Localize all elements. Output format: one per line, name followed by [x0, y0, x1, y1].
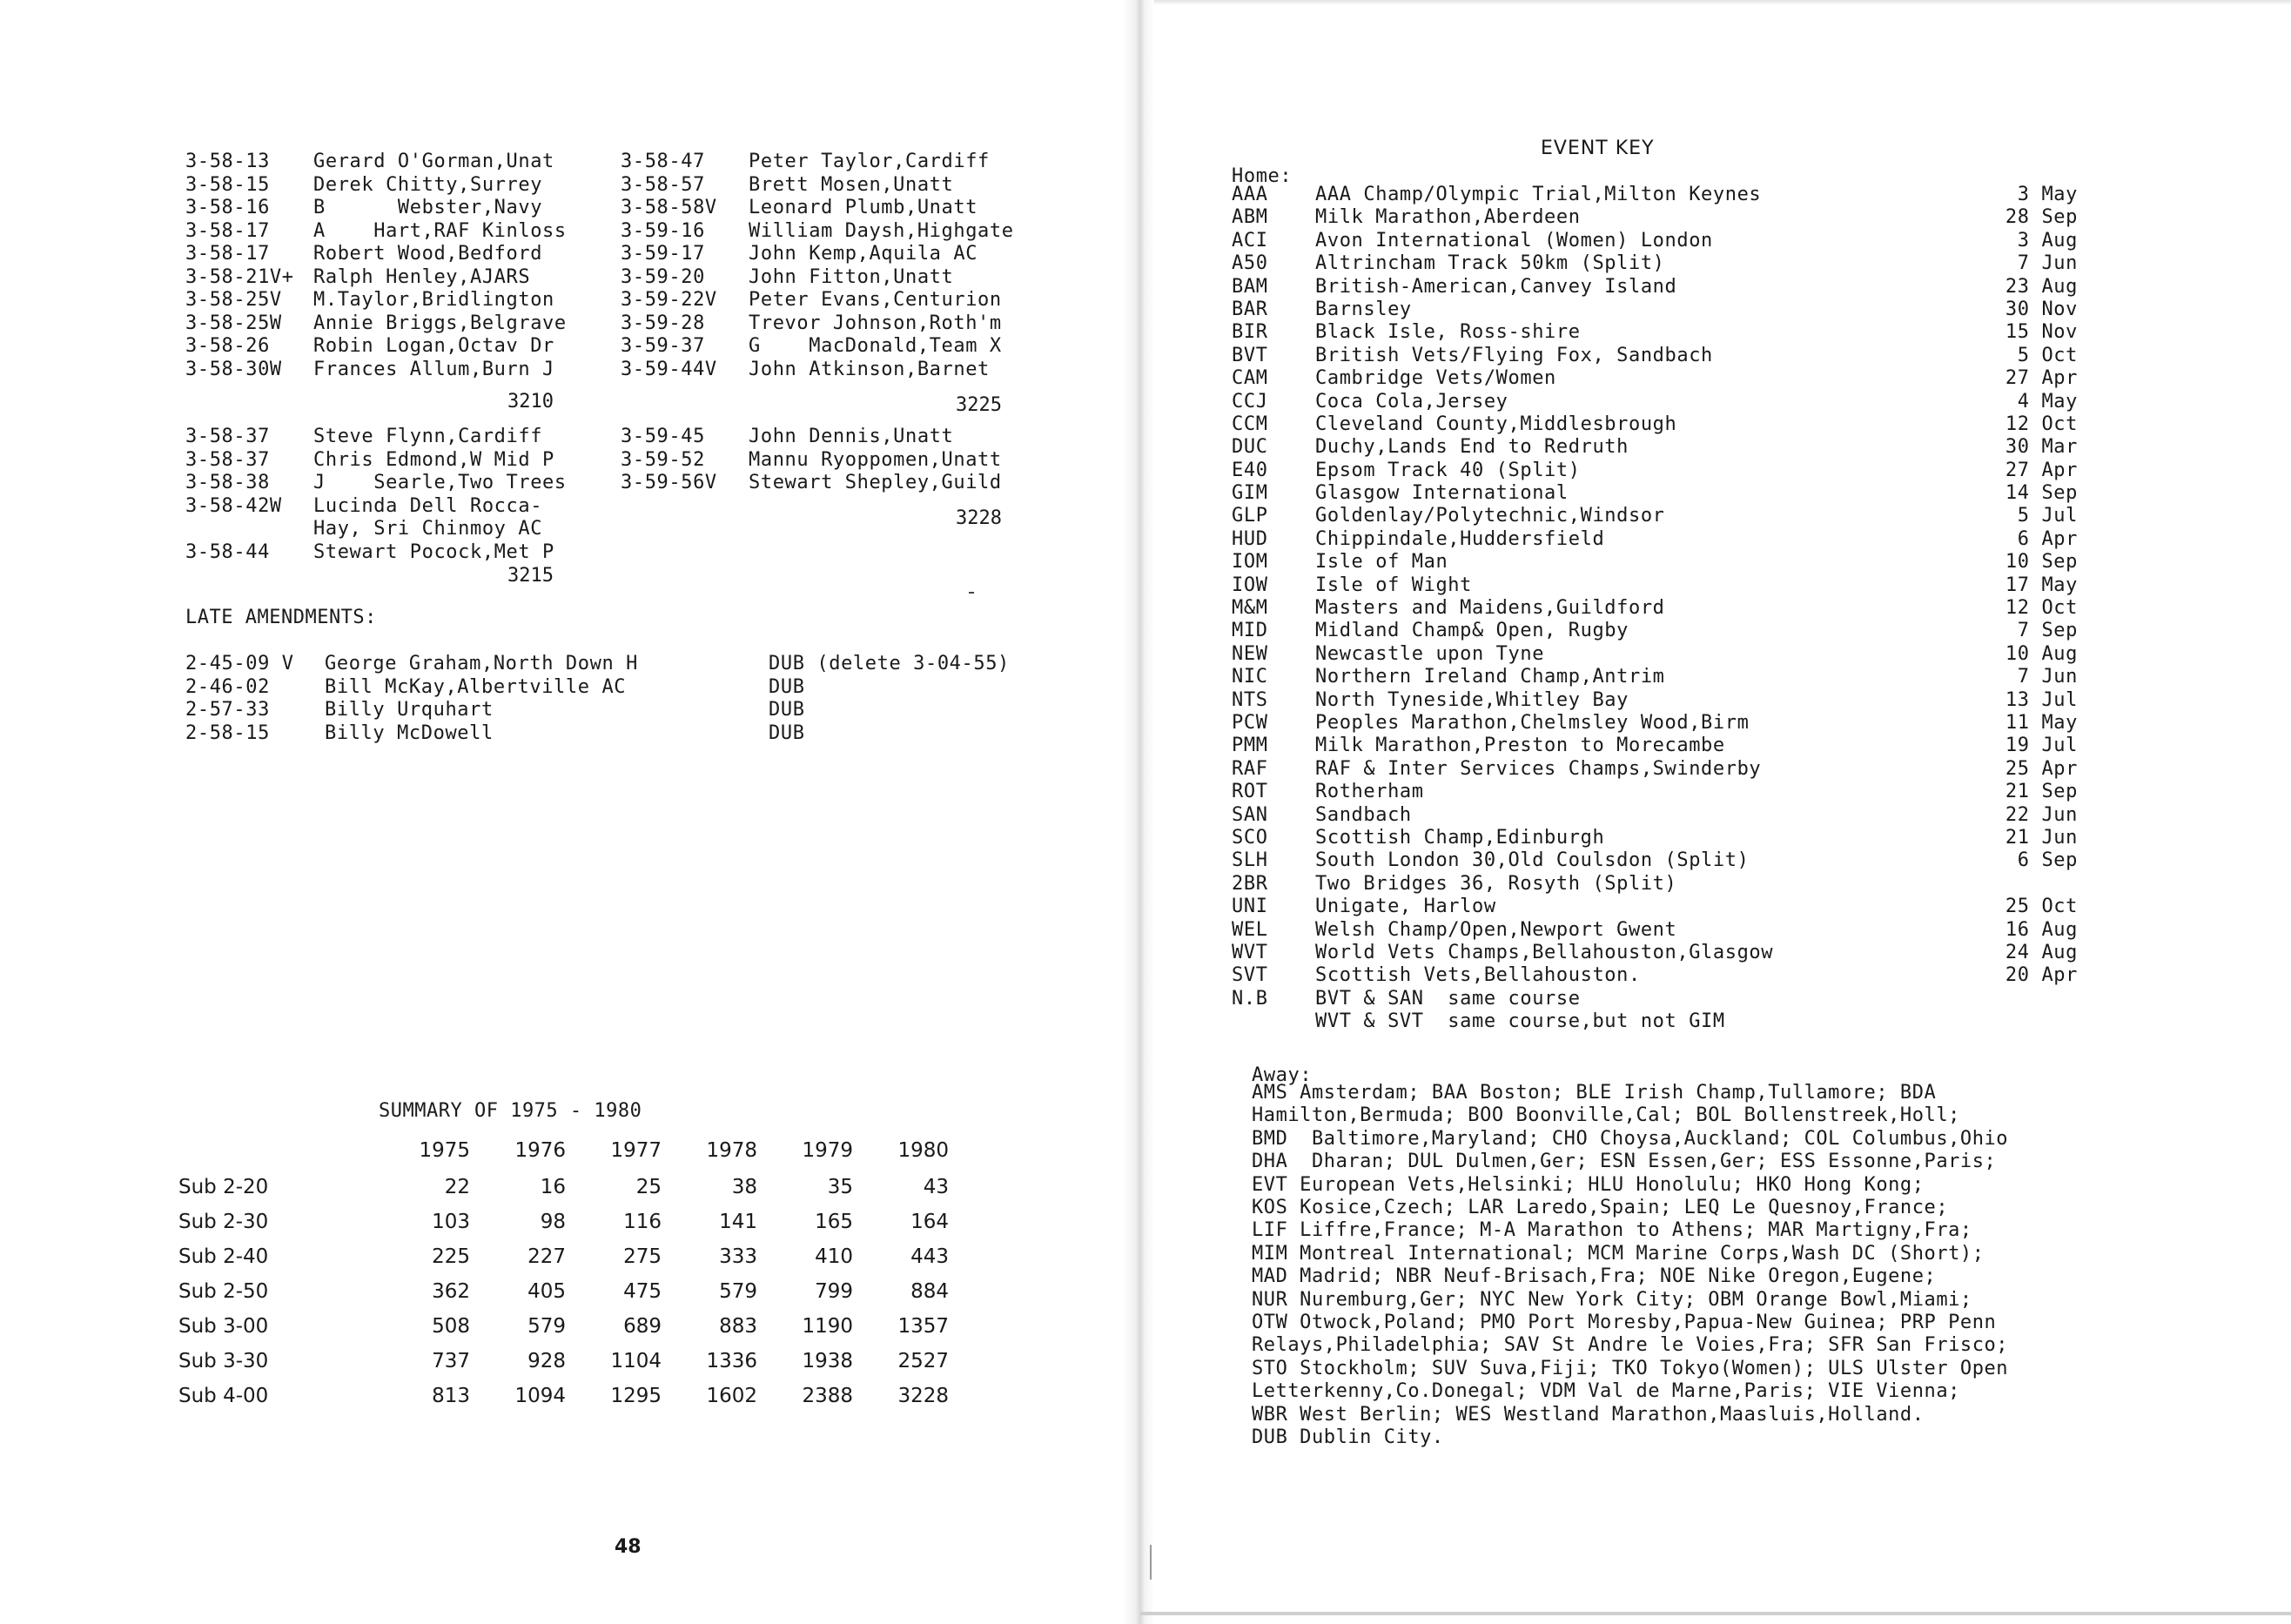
result-name: G MacDonald,Team X — [749, 335, 1002, 357]
summary-cell: 928 — [527, 1350, 566, 1372]
amendment-note: DUB — [769, 699, 805, 721]
result-name: Derek Chitty,Surrey — [313, 173, 543, 196]
result-time: 3-58-25W — [185, 312, 282, 334]
result-time: 3-59-17 — [621, 243, 705, 265]
event-date: 3 Aug — [2017, 229, 2078, 252]
result-time: 3-58-13 — [185, 151, 270, 172]
away-line: Hamilton,Bermuda; BOO Boonville,Cal; BOL Bollenstreek,Holl; — [1252, 1104, 1960, 1127]
result-time: 3-58-37 — [185, 426, 270, 447]
away-line: Relays,Philadelphia; SAV St Andre le Voies,Fra; SFR San Frisco; — [1252, 1334, 2009, 1357]
event-name: Coca Cola,Jersey — [1315, 390, 1508, 413]
result-name: Ralph Henley,AJARS — [313, 265, 531, 288]
summary-year-header: 1976 — [514, 1139, 566, 1162]
event-code: NIC — [1232, 666, 1268, 688]
event-code: IOW — [1232, 574, 1268, 596]
summary-cell: 3228 — [897, 1385, 949, 1407]
summary-cell: 35 — [827, 1176, 853, 1198]
event-name: BVT & SAN same course — [1315, 987, 1581, 1010]
summary-cell: 1094 — [514, 1385, 566, 1407]
home-label: Home: — [1232, 165, 1293, 187]
event-name: Scottish Vets,Bellahouston. — [1315, 964, 1641, 987]
away-line: STO Stockholm; SUV Suva,Fiji; TKO Tokyo(Women); ULS Ulster Open — [1252, 1357, 2009, 1379]
book-gutter — [1123, 0, 1154, 1624]
amendment-time: 2-58-15 — [185, 721, 270, 744]
event-name: Epsom Track 40 (Split) — [1315, 459, 1581, 481]
away-label: Away: — [1252, 1064, 1313, 1086]
event-code: ABM — [1232, 206, 1268, 229]
result-name: Annie Briggs,Belgrave — [313, 312, 567, 334]
event-name: Altrincham Track 50km (Split) — [1315, 252, 1665, 275]
event-date: 21 Jun — [2005, 826, 2078, 849]
summary-row — [178, 1309, 949, 1344]
event-name: Barnsley — [1315, 298, 1412, 320]
event-name: Two Bridges 36, Rosyth (Split) — [1315, 872, 1677, 895]
result-name: John Fitton,Unatt — [749, 265, 954, 288]
away-line: DHA Dharan; DUL Dulmen,Ger; ESN Essen,Ger; ESS Essonne,Paris; — [1252, 1151, 1997, 1173]
away-line: WBR West Berlin; WES Westland Marathon,Maasluis,Holland. — [1252, 1403, 1925, 1426]
event-date: 23 Aug — [2005, 275, 2078, 298]
result-name: Stewart Pocock,Met P — [313, 540, 554, 563]
result-time: 3-58-57 — [621, 173, 705, 196]
result-name: Brett Mosen,Unatt — [749, 173, 954, 196]
summary-cell: 883 — [719, 1315, 757, 1338]
event-code: BAR — [1232, 298, 1268, 320]
away-line: MAD Madrid; NBR Neuf-Brisach,Fra; NOE Nike Oregon,Eugene; — [1252, 1265, 1937, 1288]
event-name: Rotherham — [1315, 781, 1424, 803]
result-name: Peter Taylor,Cardiff — [749, 151, 990, 172]
away-line: LIF Liffre,France; M-A Marathon to Athens; MAR Martigny,Fra; — [1252, 1219, 1972, 1242]
event-code: CCM — [1232, 413, 1268, 435]
amendment-name: Billy McDowell — [325, 721, 494, 744]
summary-row-label: Sub 3-00 — [178, 1315, 269, 1338]
event-name: Black Isle, Ross-shire — [1315, 321, 1581, 344]
result-name: Chris Edmond,W Mid P — [313, 448, 554, 471]
result-name: Peter Evans,Centurion — [749, 289, 1002, 311]
amendment-note: DUB — [769, 675, 805, 698]
event-name: Unigate, Harlow — [1315, 896, 1496, 918]
result-time: 3-58-58V — [621, 197, 717, 218]
event-name: World Vets Champs,Bellahouston,Glasgow — [1315, 941, 1774, 963]
event-date: 7 Jun — [2017, 252, 2078, 275]
event-code: BAM — [1232, 275, 1268, 298]
event-name: British-American,Canvey Island — [1315, 275, 1677, 298]
summary-cell: 141 — [719, 1211, 757, 1233]
summary-cell: 165 — [815, 1211, 853, 1233]
event-date: 5 Jul — [2017, 505, 2078, 527]
event-code: BVT — [1232, 344, 1268, 366]
summary-row — [178, 1205, 949, 1239]
event-code: DUC — [1232, 436, 1268, 459]
event-code: PMM — [1232, 735, 1268, 757]
result-name: Lucinda Dell Rocca- — [313, 494, 543, 517]
result-time: 3-58-42W — [185, 494, 282, 517]
summary-cell: 508 — [432, 1315, 470, 1338]
event-name: Cleveland County,Middlesbrough — [1315, 413, 1677, 435]
event-code: E40 — [1232, 459, 1268, 481]
event-date: 15 Nov — [2005, 321, 2078, 344]
total-2: 3225 — [956, 394, 1002, 416]
summary-cell: 410 — [815, 1245, 853, 1268]
event-code: SLH — [1232, 849, 1268, 872]
away-line: MIM Montreal International; MCM Marine Corps,Wash DC (Short); — [1252, 1242, 1985, 1265]
summary-cell: 689 — [623, 1315, 662, 1338]
event-code: CCJ — [1232, 390, 1268, 413]
summary-cell: 1357 — [897, 1315, 949, 1338]
event-name: Welsh Champ/Open,Newport Gwent — [1315, 918, 1677, 941]
event-date: 27 Apr — [2005, 367, 2078, 390]
result-name: John Dennis,Unatt — [749, 426, 954, 447]
event-code: N.B — [1232, 987, 1268, 1010]
result-time: 3-59-37 — [621, 335, 705, 357]
summary-cell: 25 — [635, 1176, 662, 1198]
amendment-time: 2-46-02 — [185, 675, 270, 698]
event-name: Sandbach — [1315, 803, 1412, 826]
stray-mark — [969, 592, 974, 594]
result-name: Robin Logan,Octav Dr — [313, 335, 554, 357]
event-name: South London 30,Old Coulsdon (Split) — [1315, 849, 1750, 872]
event-date: 25 Oct — [2005, 896, 2078, 918]
late-amendments-title: LATE AMENDMENTS: — [185, 607, 377, 628]
summary-cell: 164 — [910, 1211, 949, 1233]
summary-cell: 1190 — [802, 1315, 853, 1338]
result-name: M.Taylor,Bridlington — [313, 289, 554, 311]
event-code: PCW — [1232, 711, 1268, 734]
result-time: 3-59-20 — [621, 265, 705, 288]
event-date: 30 Nov — [2005, 298, 2078, 320]
event-code: MID — [1232, 620, 1268, 642]
event-code: IOM — [1232, 551, 1268, 574]
summary-cell: 333 — [719, 1245, 757, 1268]
amendment-time: 2-57-33 — [185, 699, 270, 721]
away-line: EVT European Vets,Helsinki; HLU Honolulu; HKO Hong Kong; — [1252, 1173, 1925, 1196]
result-time: 3-59-16 — [621, 219, 705, 242]
amendment-name: Bill McKay,Albertville AC — [325, 675, 627, 698]
event-code: NTS — [1232, 688, 1268, 711]
summary-cell: 579 — [527, 1315, 566, 1338]
total-3: 3215 — [507, 565, 554, 587]
summary-year-header: 1980 — [897, 1139, 949, 1162]
event-date: 3 May — [2017, 184, 2078, 205]
result-time: 3-58-37 — [185, 448, 270, 471]
result-time: 3-59-28 — [621, 312, 705, 334]
summary-cell: 116 — [623, 1211, 662, 1233]
result-time: 3-58-30W — [185, 358, 282, 380]
event-date: 6 Sep — [2017, 849, 2078, 872]
event-key-title: EVENT KEY — [1541, 138, 1655, 159]
event-code: HUD — [1232, 527, 1268, 550]
amendment-name: Billy Urquhart — [325, 699, 494, 721]
away-line: OTW Otwock,Poland; PMO Port Moresby,Papua-New Guinea; PRP Penn — [1252, 1312, 1997, 1334]
event-date: 17 May — [2005, 574, 2078, 596]
away-line: AMS Amsterdam; BAA Boston; BLE Irish Champ,Tullamore; BDA — [1252, 1082, 1937, 1104]
result-time: 3-59-56V — [621, 472, 717, 493]
event-name: Goldenlay/Polytechnic,Windsor — [1315, 505, 1665, 527]
result-name: Steve Flynn,Cardiff — [313, 426, 543, 447]
summary-cell: 1336 — [706, 1350, 757, 1372]
result-time: 3-58-38 — [185, 472, 270, 493]
event-name: Isle of Man — [1315, 551, 1448, 574]
event-name: Avon International (Women) London — [1315, 229, 1713, 252]
event-date: 16 Aug — [2005, 918, 2078, 941]
event-code: SCO — [1232, 826, 1268, 849]
summary-cell: 22 — [444, 1176, 470, 1198]
result-name: J Searle,Two Trees — [313, 472, 567, 493]
away-line: DUB Dublin City. — [1252, 1426, 1444, 1449]
event-code: A50 — [1232, 252, 1268, 275]
event-name: Newcastle upon Tyne — [1315, 642, 1545, 665]
event-date: 19 Jul — [2005, 735, 2078, 757]
event-date: 4 May — [2017, 390, 2078, 413]
summary-year-header: 1975 — [419, 1139, 470, 1162]
event-name: WVT & SVT same course,but not GIM — [1315, 1010, 1725, 1033]
event-date: 12 Oct — [2005, 413, 2078, 435]
result-name: John Kemp,Aquila AC — [749, 243, 978, 265]
away-line: KOS Kosice,Czech; LAR Laredo,Spain; LEQ Le Quesnoy,France; — [1252, 1197, 1949, 1219]
total-1: 3210 — [507, 391, 554, 413]
event-name: Duchy,Lands End to Redruth — [1315, 436, 1629, 459]
event-date: 22 Jun — [2005, 803, 2078, 826]
event-date: 25 Apr — [2005, 757, 2078, 780]
event-code: SAN — [1232, 803, 1268, 826]
event-code: GIM — [1232, 482, 1268, 505]
away-line: BMD Baltimore,Maryland; CHO Choysa,Auckland; COL Columbus,Ohio — [1252, 1127, 2009, 1150]
result-time: 3-58-44 — [185, 540, 270, 563]
event-date: 10 Sep — [2005, 551, 2078, 574]
summary-header-row — [178, 1131, 949, 1170]
event-date: 7 Sep — [2017, 620, 2078, 642]
summary-cell: 2527 — [897, 1350, 949, 1372]
result-name: John Atkinson,Barnet — [749, 358, 990, 380]
event-code: ACI — [1232, 229, 1268, 252]
event-date: 6 Apr — [2017, 527, 2078, 550]
result-name: William Daysh,Highgate — [749, 219, 1014, 242]
summary-cell: 1602 — [706, 1385, 757, 1407]
event-name: North Tyneside,Whitley Bay — [1315, 688, 1629, 711]
event-date: 10 Aug — [2005, 642, 2078, 665]
summary-cell: 98 — [540, 1211, 566, 1233]
summary-row-label: Sub 2-20 — [178, 1176, 269, 1198]
event-name: Chippindale,Huddersfield — [1315, 527, 1605, 550]
result-time: 3-58-26 — [185, 335, 270, 357]
event-date: 21 Sep — [2005, 781, 2078, 803]
event-name: Glasgow International — [1315, 482, 1569, 505]
summary-row-label: Sub 2-40 — [178, 1245, 269, 1268]
summary-row-label: Sub 4-00 — [178, 1385, 269, 1407]
result-name: Hay, Sri Chinmoy AC — [313, 518, 543, 540]
event-name: Midland Champ& Open, Rugby — [1315, 620, 1629, 642]
summary-corner — [178, 1131, 374, 1170]
event-date: 27 Apr — [2005, 459, 2078, 481]
event-name: Milk Marathon,Preston to Morecambe — [1315, 735, 1725, 757]
event-code: NEW — [1232, 642, 1268, 665]
result-name: A Hart,RAF Kinloss — [313, 219, 567, 242]
event-date: 11 May — [2005, 711, 2078, 734]
event-code: BIR — [1232, 321, 1268, 344]
total-4: 3228 — [956, 507, 1002, 529]
result-name: Gerard O'Gorman,Unat — [313, 151, 554, 172]
event-date: 30 Mar — [2005, 436, 2078, 459]
event-date: 28 Sep — [2005, 206, 2078, 229]
event-code: SVT — [1232, 964, 1268, 987]
summary-cell: 405 — [527, 1280, 566, 1303]
result-name: Trevor Johnson,Roth'm — [749, 312, 1002, 334]
summary-cell: 813 — [432, 1385, 470, 1407]
summary-row — [178, 1274, 949, 1309]
summary-cell: 275 — [623, 1245, 662, 1268]
summary-cell: 443 — [910, 1245, 949, 1268]
summary-cell: 1938 — [802, 1350, 853, 1372]
event-name: Northern Ireland Champ,Antrim — [1315, 666, 1665, 688]
event-date: 24 Aug — [2005, 941, 2078, 963]
summary-cell: 43 — [923, 1176, 949, 1198]
result-time: 3-59-44V — [621, 358, 717, 380]
result-time: 3-58-21V+ — [185, 265, 294, 288]
result-time: 3-58-15 — [185, 173, 270, 196]
away-line: Letterkenny,Co.Donegal; VDM Val de Marne,Paris; VIE Vienna; — [1252, 1380, 1960, 1403]
event-name: AAA Champ/Olympic Trial,Milton Keynes — [1315, 184, 1762, 205]
summary-cell: 227 — [527, 1245, 566, 1268]
summary-table — [178, 1131, 949, 1413]
amendment-note: DUB — [769, 721, 805, 744]
event-code: GLP — [1232, 505, 1268, 527]
summary-row — [178, 1344, 949, 1379]
result-time: 3-59-52 — [621, 448, 705, 471]
event-code: UNI — [1232, 896, 1268, 918]
summary-cell: 1104 — [610, 1350, 662, 1372]
event-date: 20 Apr — [2005, 964, 2078, 987]
summary-cell: 475 — [623, 1280, 662, 1303]
event-code: WVT — [1232, 941, 1268, 963]
event-name: Scottish Champ,Edinburgh — [1315, 826, 1605, 849]
summary-cell: 362 — [432, 1280, 470, 1303]
summary-cell: 103 — [432, 1211, 470, 1233]
summary-year-header: 1979 — [802, 1139, 853, 1162]
summary-row-label: Sub 3-30 — [178, 1350, 269, 1372]
page-number: 48 — [615, 1536, 642, 1558]
away-line: NUR Nuremburg,Ger; NYC New York City; OBM Orange Bowl,Miami; — [1252, 1288, 1972, 1311]
result-time: 3-58-17 — [185, 243, 270, 265]
event-code: 2BR — [1232, 872, 1268, 895]
summary-cell: 225 — [432, 1245, 470, 1268]
event-code: WEL — [1232, 918, 1268, 941]
event-date: 12 Oct — [2005, 597, 2078, 620]
result-time: 3-59-45 — [621, 426, 705, 447]
result-time: 3-59-22V — [621, 289, 717, 311]
result-name: Robert Wood,Bedford — [313, 243, 543, 265]
event-name: British Vets/Flying Fox, Sandbach — [1315, 344, 1713, 366]
event-name: Isle of Wight — [1315, 574, 1472, 596]
result-name: Stewart Shepley,Guild — [749, 472, 1002, 493]
summary-title: SUMMARY OF 1975 - 1980 — [379, 1100, 642, 1122]
summary-cell: 16 — [540, 1176, 566, 1198]
summary-cell: 38 — [731, 1176, 757, 1198]
summary-year-header: 1978 — [706, 1139, 757, 1162]
result-time: 3-58-16 — [185, 197, 270, 218]
result-time: 3-58-17 — [185, 219, 270, 242]
summary-cell: 799 — [815, 1280, 853, 1303]
summary-row-label: Sub 2-50 — [178, 1280, 269, 1303]
event-code: AAA — [1232, 184, 1268, 205]
result-time: 3-58-25V — [185, 289, 282, 311]
event-code: ROT — [1232, 781, 1268, 803]
event-code: CAM — [1232, 367, 1268, 390]
event-date: 13 Jul — [2005, 688, 2078, 711]
amendment-note: DUB (delete 3-04-55) — [769, 653, 1010, 674]
event-name: RAF & Inter Services Champs,Swinderby — [1315, 757, 1762, 780]
result-name: Mannu Ryoppomen,Unatt — [749, 448, 1002, 471]
left-page — [0, 0, 1132, 1624]
amendment-name: George Graham,North Down H — [325, 653, 638, 674]
summary-year-header: 1977 — [610, 1139, 662, 1162]
event-name: Milk Marathon,Aberdeen — [1315, 206, 1581, 229]
away-events-list — [1252, 1082, 2288, 1450]
scan-margin-mark — [1150, 1545, 1152, 1580]
scan-bottom-edge — [1140, 1612, 2291, 1615]
event-code: M&M — [1232, 597, 1268, 620]
result-time: 3-58-47 — [621, 151, 705, 172]
event-name: Peoples Marathon,Chelmsley Wood,Birm — [1315, 711, 1750, 734]
event-name: Cambridge Vets/Women — [1315, 367, 1556, 390]
event-date: 7 Jun — [2017, 666, 2078, 688]
event-date: 5 Oct — [2017, 344, 2078, 366]
summary-cell: 1295 — [610, 1385, 662, 1407]
summary-row — [178, 1239, 949, 1274]
result-name: Leonard Plumb,Unatt — [749, 197, 978, 218]
summary-row — [178, 1170, 949, 1205]
summary-cell: 2388 — [802, 1385, 853, 1407]
result-name: B Webster,Navy — [313, 197, 543, 218]
summary-row-label: Sub 2-30 — [178, 1211, 269, 1233]
result-name: Frances Allum,Burn J — [313, 358, 554, 380]
summary-cell: 884 — [910, 1280, 949, 1303]
event-name: Masters and Maidens,Guildford — [1315, 597, 1665, 620]
summary-row — [178, 1379, 949, 1413]
amendment-time: 2-45-09 V — [185, 653, 294, 674]
summary-cell: 579 — [719, 1280, 757, 1303]
summary-cell: 737 — [432, 1350, 470, 1372]
event-date: 14 Sep — [2005, 482, 2078, 505]
event-code: RAF — [1232, 757, 1268, 780]
